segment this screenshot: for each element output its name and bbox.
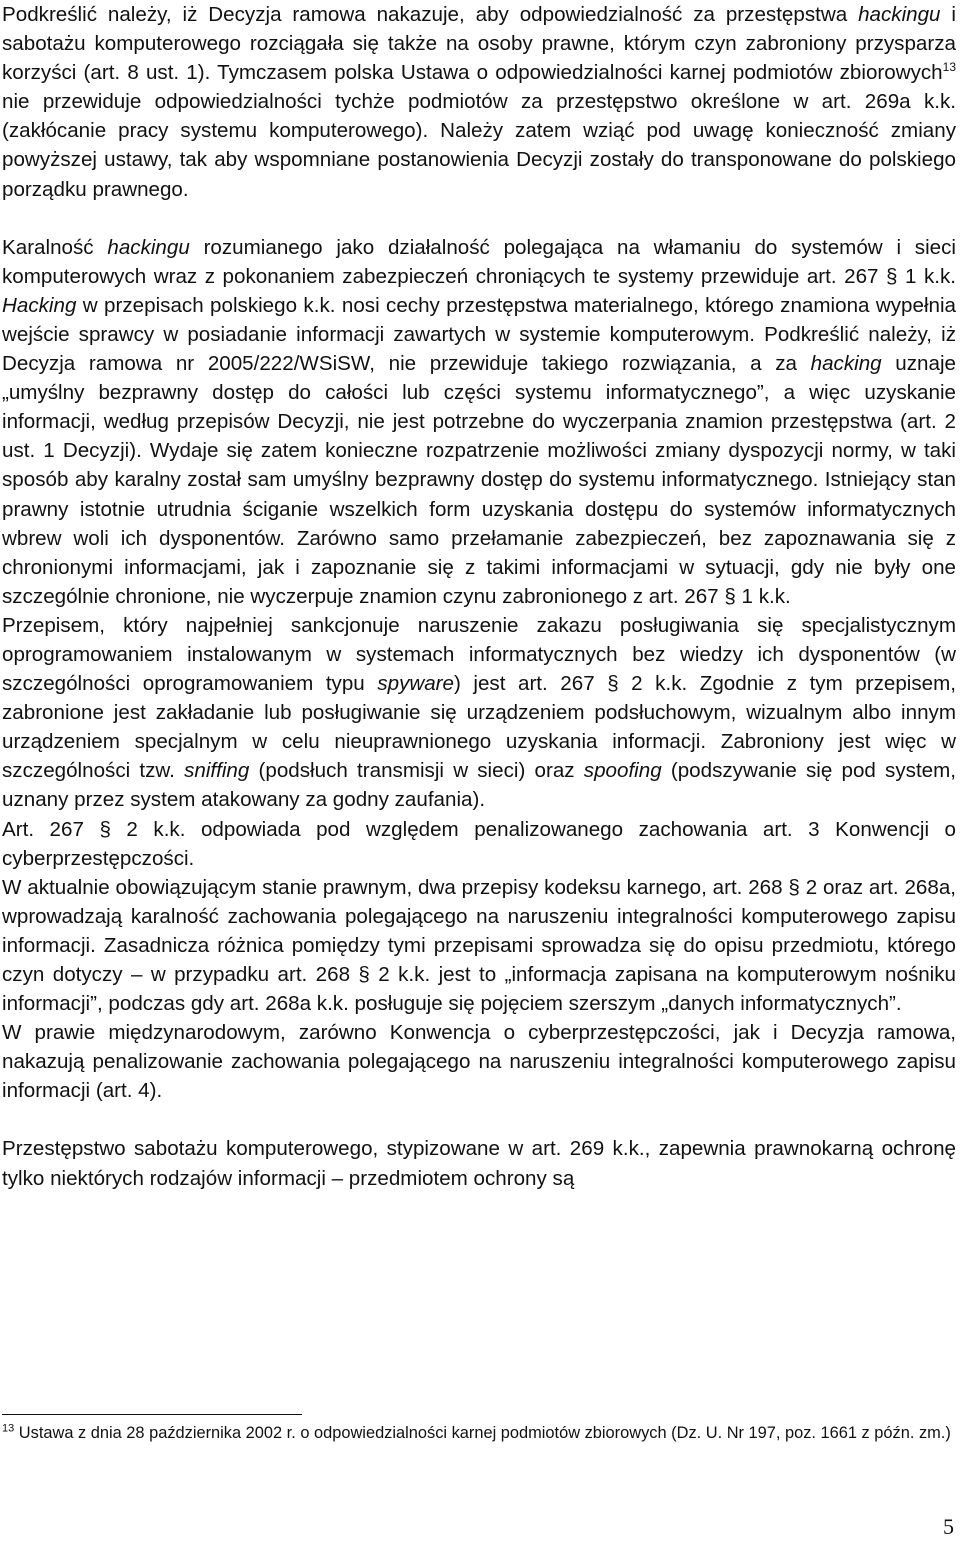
- footnote-number: 13: [2, 1422, 15, 1435]
- italic-term: spoofing: [583, 759, 662, 783]
- italic-term: hackingu: [107, 235, 190, 259]
- footnote-text: Ustawa z dnia 28 października 2002 r. o odpowiedzialności karnej podmiotów zbiorowych (Dz. U. Nr 197, poz. 1661 z późn. zm.): [14, 1424, 951, 1442]
- text-run: (podszywanie się pod system, uznany przez system atakowany za godny zaufania).: [2, 759, 956, 812]
- text-run: uznaje „umyślny bezprawny dostęp do całości lub części systemu informatycznego”, a więc uzyskanie informacji, według przepisów Decyzji, nie jest potrzebne do wyczerpania znamion przestępstwa (art. 2 ust. 1 Decyzji). Wydaje się zatem konieczne rozpatrzenie możliwości zmiany dyspozycji normy, w taki sposób aby karalny został sam umyślny bezprawny dostęp do systemu informatycznego. Istniejący stan prawny istotnie utrudnia ściganie wszelkich form uzyskania dostępu do systemów informatycznych wbrew woli ich dysponentów. Zarówno samo przełamanie zabezpieczeń, bez zapoznawania się z chronionymi informacjami, jak i zapoznanie się z takimi informacjami w sytuacji, gdy nie były one szczególnie chronione, nie wyczerpuje znamion czynu zabronionego z art. 267 § 1 k.k.: [2, 352, 956, 608]
- text-run: Karalność: [2, 235, 108, 259]
- text-run: Przepisem, który najpełniej sankcjonuje naruszenie zakazu posługiwania się specjalistycznym oprogramowaniem instalowanym w systemach informatycznych bez wiedzy ich dysponentów (w szczególności oprogramowaniem typu: [2, 613, 956, 696]
- paragraph-3: [2, 611, 956, 815]
- footnote: [2, 1420, 956, 1446]
- paragraph-4: Art. 267 § 2 k.k. odpowiada pod względem penalizowanego zachowania art. 3 Konwencji o cyberprzestępczości.: [2, 817, 956, 870]
- paragraph-7: Przestępstwo sabotażu komputerowego, stypizowane w art. 269 k.k., zapewnia prawnokarną ochronę tylko niektórych rodzajów informacji – przedmiotem ochrony są: [2, 1137, 956, 1190]
- italic-term: hackingu: [858, 3, 941, 26]
- paragraph-6: W prawie międzynarodowym, zarówno Konwencja o cyberprzestępczości, jak i Decyzja ramowa, nakazują penalizowanie zachowania polegającego na naruszeniu integralności komputerowego zapisu informacji (art. 4).: [2, 1021, 956, 1103]
- text-run: rozumianego jako działalność polegająca na włamaniu do systemów i sieci komputerowych wraz z pokonaniem zabezpieczeń chroniących te systemy przewiduje art. 267 § 1 k.k.: [2, 235, 956, 288]
- italic-term: hacking: [810, 352, 882, 376]
- text-run: (podsłuch transmisji w sieci) oraz: [249, 759, 584, 783]
- italic-term: sniffing: [184, 759, 250, 783]
- text-run: nie przewiduje odpowiedzialności tychże podmiotów za przestępstwo określone w art. 269a k.k. (zakłócanie pracy systemu komputerowego). Należy zatem wziąć pod uwagę konieczność zmiany powyższej ustawy, tak aby wspomniane postanowienia Decyzji zostały do transponowane do polskiego porządku prawnego.: [2, 90, 956, 201]
- text-run: w przepisach polskiego k.k. nosi cechy przestępstwa materialnego, którego znamiona wypełnia wejście sprawcy w posiadanie informacji zawartych w systemie komputerowym. Podkreślić należy, iż Decyzja ramowa nr 2005/222/WSiSW, nie przewiduje takiego rozwiązania, a za: [2, 293, 956, 376]
- italic-term: Hacking: [2, 293, 77, 317]
- text-run: i sabotażu komputerowego rozciągała się także na osoby prawne, którym czyn zabroniony przysparza korzyści (art. 8 ust. 1). Tymczasem polska Ustawa o odpowiedzialności karnej podmiotów zbiorowych: [2, 3, 956, 85]
- paragraph-5: W aktualnie obowiązującym stanie prawnym, dwa przepisy kodeksu karnego, art. 268 § 2 oraz art. 268a, wprowadzają karalność zachowania polegającego na naruszeniu integralności komputerowego zapisu informacji. Zasadnicza różnica pomiędzy tymi przepisami sprowadza się do opisu przedmiotu, którego czyn dotyczy – w przypadku art. 268 § 2 k.k. jest to „informacja zapisana na komputerowym nośniku informacji”, podczas gdy art. 268a k.k. posługuje się pojęciem szerszym „danych informatycznych”.: [2, 875, 956, 1016]
- footnote-reference: 13: [942, 60, 956, 75]
- paragraph-1: [2, 0, 956, 204]
- body-text: [2, 0, 956, 1193]
- text-run: ) jest art. 267 § 2 k.k. Zgodnie z tym przepisem, zabronione jest zakładanie lub posługiwanie się urządzeniem podsłuchowym, wizualnym albo innym urządzeniem specjalnym w celu nieuprawnionego uzyskania informacji. Zabroniony jest więc w szczególności tzw.: [2, 672, 956, 783]
- text-run: Podkreślić należy, iż Decyzja ramowa nakazuje, aby odpowiedzialność za przestępstwa: [2, 3, 859, 26]
- page-number: 5: [943, 1514, 954, 1539]
- footnote-divider: [2, 1414, 302, 1415]
- paragraph-2: [2, 233, 956, 611]
- italic-term: spyware: [377, 672, 454, 696]
